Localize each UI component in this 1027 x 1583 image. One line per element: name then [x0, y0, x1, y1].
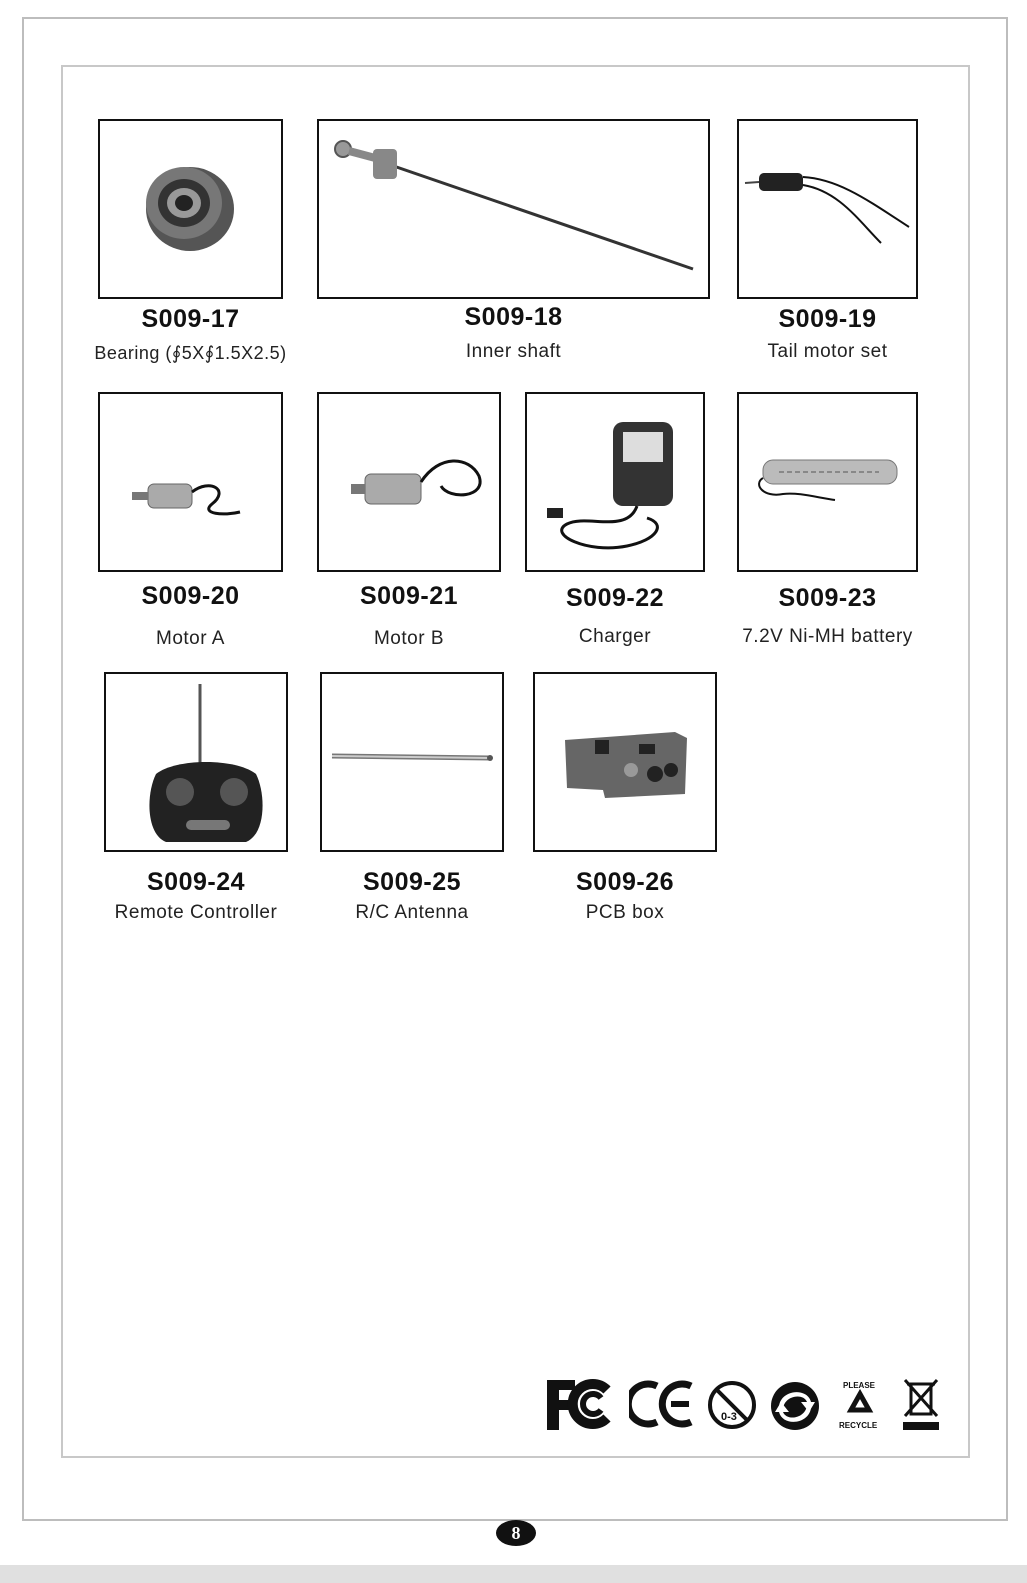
part-code: S009-21	[359, 582, 459, 610]
part-code: S009-17	[141, 305, 240, 333]
age-0-3-warning-icon	[707, 1380, 757, 1430]
part-name: Tail motor set	[767, 341, 888, 362]
part-name: Bearing (∮5X∮1.5X2.5)	[94, 343, 287, 363]
part-name: Remote Controller	[114, 902, 278, 923]
part-s009-20	[98, 392, 283, 652]
recycle-bottom-text: RECYCLE	[839, 1421, 878, 1430]
part-code: S009-20	[141, 582, 240, 610]
part-code: S009-25	[362, 868, 462, 896]
part-s009-21	[317, 392, 501, 652]
green-dot-icon	[769, 1380, 821, 1432]
part-s009-25	[320, 672, 504, 932]
part-name: Inner shaft	[465, 341, 562, 362]
part-s009-19	[737, 119, 918, 369]
recycle-top-text: PLEASE	[843, 1381, 876, 1390]
part-s009-17	[94, 119, 287, 369]
part-code: S009-18	[464, 303, 563, 331]
part-name: Motor B	[373, 628, 445, 649]
bottom-strip	[0, 1565, 1027, 1583]
part-photo-motor-a	[98, 392, 283, 572]
part-name: Charger	[578, 626, 652, 647]
part-s009-18	[317, 119, 710, 369]
part-photo-remote-controller	[104, 672, 288, 852]
part-name: R/C Antenna	[355, 902, 469, 923]
part-photo-pcb	[533, 672, 717, 852]
part-s009-22	[525, 392, 705, 652]
part-name: PCB box	[585, 902, 665, 923]
part-s009-23	[737, 392, 918, 652]
part-code: S009-19	[778, 305, 877, 333]
part-photo-bearing	[98, 119, 283, 299]
part-s009-24	[104, 672, 288, 932]
ce-mark	[629, 1380, 695, 1428]
part-name: Motor A	[156, 628, 225, 649]
age-range-label: 0-3	[721, 1411, 737, 1423]
part-photo-antenna	[320, 672, 504, 852]
certification-logos	[543, 1374, 943, 1434]
part-code: S009-26	[575, 868, 675, 896]
part-photo-charger	[525, 392, 705, 572]
part-photo-inner-shaft	[317, 119, 710, 299]
page-number: 8	[496, 1520, 536, 1546]
part-s009-26	[533, 672, 717, 932]
part-code: S009-23	[778, 584, 877, 612]
fcc-logo	[545, 1376, 625, 1432]
please-recycle-icon	[833, 1378, 887, 1432]
part-photo-tail-motor	[737, 119, 918, 299]
part-code: S009-24	[146, 868, 246, 896]
part-code: S009-22	[565, 584, 665, 612]
part-name: 7.2V Ni-MH battery	[742, 626, 913, 647]
weee-bin-icon	[901, 1376, 941, 1432]
part-photo-motor-b	[317, 392, 501, 572]
part-photo-battery	[737, 392, 918, 572]
